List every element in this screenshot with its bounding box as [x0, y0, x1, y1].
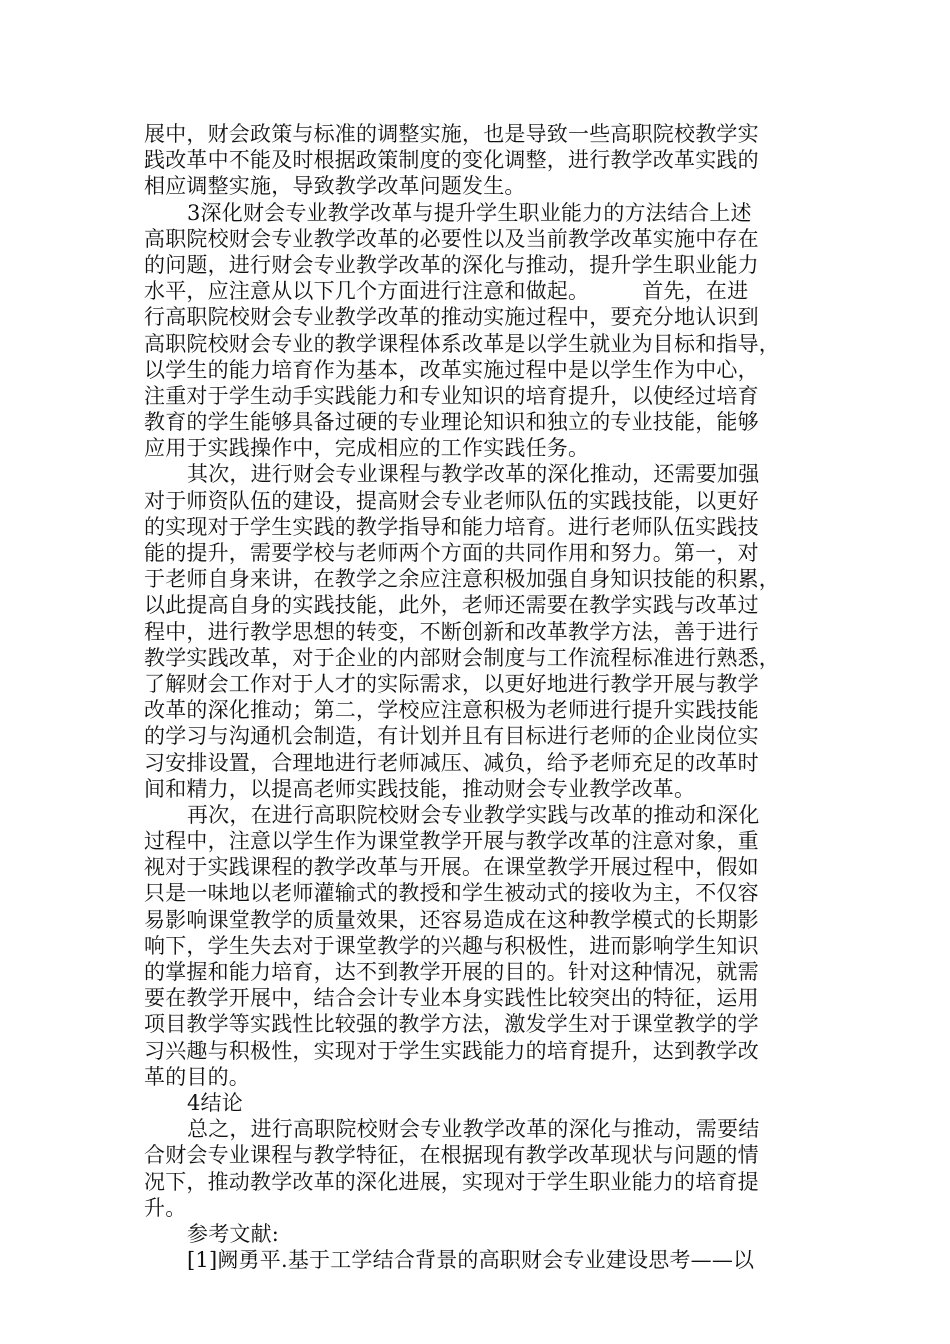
text-line: 展中，财会政策与标准的调整实施，也是导致一些高职院校教学实 [144, 122, 759, 146]
text-line: 水平，应注意从以下几个方面进行注意和做起。 首先，在进 [144, 279, 749, 304]
text-line: 改革的深化推动；第二，学校应注意积极为老师进行提升实践技能 [144, 698, 759, 723]
text-line: 其次，进行财会专业课程与教学改革的深化推动，还需要加强 [187, 462, 760, 487]
text-line: 再次，在进行高职院校财会专业教学实践与改革的推动和深化 [187, 802, 760, 827]
text-line: 注重对于学生动手实践能力和专业知识的培育提升，以使经过培育 [144, 383, 759, 408]
text-line: 行高职院校财会专业教学改革的推动实施过程中，要充分地认识到 [144, 305, 759, 330]
text-line: 于老师自身来讲，在教学之余应注意积极加强自身知识技能的积累， [144, 567, 780, 592]
text-line: 革的目的。 [144, 1064, 250, 1089]
text-line: 高职院校财会专业教学改革的必要性以及当前教学改革实施中存在 [144, 226, 759, 251]
text-line: 教学实践改革，对于企业的内部财会制度与工作流程标准进行熟悉， [144, 645, 780, 670]
text-line: 高职院校财会专业的教学课程体系改革是以学生就业为目标和指导， [144, 331, 780, 356]
text-line: 程中，进行教学思想的转变，不断创新和改革教学方法，善于进行 [144, 619, 759, 644]
text-line: 的问题，进行财会专业教学改革的深化与推动，提升学生职业能力 [144, 252, 759, 277]
text-line: 的学习与沟通机会制造，有计划并且有目标进行老师的企业岗位实 [144, 724, 759, 749]
text-line: 以此提高自身的实践技能，此外，老师还需要在教学实践与改革过 [144, 593, 759, 618]
text-line: [1]阙勇平.基于工学结合背景的高职财会专业建设思考——以 [187, 1248, 755, 1273]
text-line: 应用于实践操作中，完成相应的工作实践任务。 [144, 436, 590, 461]
text-line: 3深化财会专业教学改革与提升学生职业能力的方法结合上述 [187, 200, 752, 225]
text-line: 间和精力，以提高老师实践技能，推动财会专业教学改革。 [144, 776, 696, 801]
text-line: 习兴趣与积极性，实现对于学生实践能力的培育提升，达到教学改 [144, 1038, 759, 1063]
text-line: 合财会专业课程与教学特征，在根据现有教学改革现状与问题的情 [144, 1143, 759, 1168]
text-line: 了解财会工作对于人才的实际需求，以更好地进行教学开展与教学 [144, 671, 759, 696]
text-line: 要在教学开展中，结合会计专业本身实践性比较突出的特征，运用 [144, 986, 759, 1011]
text-line: 4结论 [187, 1090, 243, 1115]
text-line: 况下，推动教学改革的深化进展，实现对于学生职业能力的培育提 [144, 1169, 759, 1194]
document-page [144, 121, 808, 1273]
text-line: 项目教学等实践性比较强的教学方法，激发学生对于课堂教学的学 [144, 1012, 759, 1037]
text-line: 的实现对于学生实践的教学指导和能力培育。进行老师队伍实践技 [144, 514, 759, 539]
text-line: 对于师资队伍的建设，提高财会专业老师队伍的实践技能，以更好 [144, 488, 759, 513]
text-line: 的掌握和能力培育，达不到教学开展的目的。针对这种情况，就需 [144, 960, 759, 984]
text-line: 践改革中不能及时根据政策制度的变化调整，进行教学改革实践的 [144, 148, 759, 173]
text-line: 升。 [144, 1195, 187, 1220]
text-line: 只是一味地以老师灌输式的教授和学生被动式的接收为主，不仅容 [144, 881, 759, 906]
text-line: 过程中，注意以学生作为课堂教学开展与教学改革的注意对象，重 [144, 829, 759, 854]
text-line: 以学生的能力培育作为基本，改革实施过程中是以学生作为中心， [144, 357, 759, 382]
text-line: 习安排设置，合理地进行老师减压、减负，给予老师充足的改革时 [144, 750, 759, 775]
text-line: 能的提升，需要学校与老师两个方面的共同作用和努力。第一，对 [144, 541, 759, 565]
text-line: 总之，进行高职院校财会专业教学改革的深化与推动，需要结 [187, 1117, 760, 1142]
text-line: 教育的学生能够具备过硬的专业理论知识和独立的专业技能，能够 [144, 410, 759, 435]
text-line: 响下，学生失去对于课堂教学的兴趣与积极性，进而影响学生知识 [144, 933, 759, 958]
text-line: 参考文献: [187, 1221, 280, 1246]
text-line: 易影响课堂教学的质量效果，还容易造成在这种教学模式的长期影 [144, 907, 759, 932]
text-line: 相应调整实施，导致教学改革问题发生。 [144, 174, 526, 199]
text-line: 视对于实践课程的教学改革与开展。在课堂教学开展过程中，假如 [144, 855, 759, 880]
